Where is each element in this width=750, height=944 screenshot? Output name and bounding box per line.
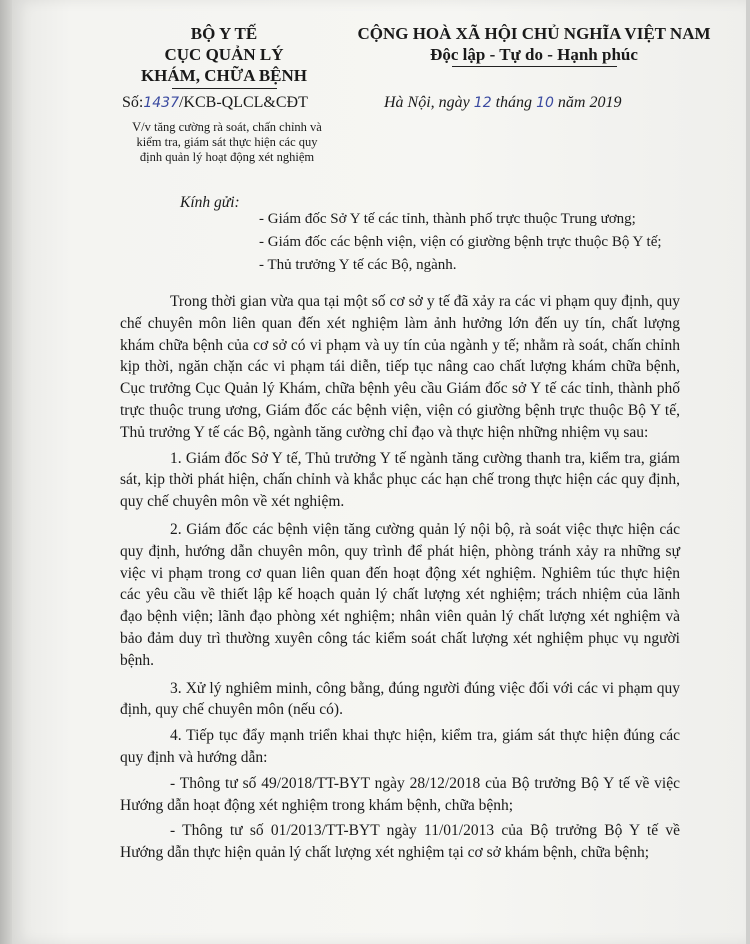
- document-number: [122, 94, 308, 112]
- intro-paragraph: Trong thời gian vừa qua tại một số cơ sở y tế đã xảy ra các vi phạm quy định, quy chế chuyên môn liên quan đến xét nghiệm làm ảnh hưởng lớn đến uy tín, chất lượng khám chữa bệnh của cơ sở có vi phạm và uy tín của ngành y tế; nhằm rà soát, chấn chỉnh kịp thời, ngăn chặn các vi phạm tái diễn, tiếp tục nâng cao chất lượng khám chữa bệnh, Cục trưởng Cục Quản lý Khám, chữa bệnh yêu cầu Giám đốc sở Y tế các tỉnh, thành phố trực thuộc trung ương, Giám đốc các bệnh viện, viện có giường bệnh trực thuộc Bộ Y tế, Thủ trưởng Y tế các Bộ, ngành tăng cường chỉ đạo và thực hiện những nhiệm vụ sau:: [120, 293, 680, 441]
- document-page: [12, 0, 746, 944]
- doc-number-handwritten: 1437: [143, 95, 179, 111]
- issuer-department-cont: KHÁM, CHỮA BỆNH: [140, 66, 308, 85]
- recipients-label: Kính gửi:: [180, 194, 240, 211]
- issuer-ministry: BỘ Y TẾ: [190, 24, 258, 43]
- subject-line3: định quản lý hoạt động xét nghiệm: [139, 150, 315, 164]
- doc-number-suffix: /KCB-QLCL&CĐT: [178, 94, 308, 111]
- sub-item-1: - Thông tư số 49/2018/TT-BYT ngày 28/12/2018 của Bộ trưởng Bộ Y tế về việc Hướng dẫn hoạt động xét nghiệm trong khám bệnh, chữa bệnh;: [120, 774, 680, 814]
- sub-item-2: - Thông tư số 01/2013/TT-BYT ngày 11/01/2013 của Bộ trưởng Bộ Y tế về Hướng dẫn thực hiện quản lý chất lượng xét nghiệm tại cơ sở khám bệnh, chữa bệnh;: [120, 822, 680, 862]
- issuer-department: CỤC QUẢN LÝ: [164, 45, 284, 64]
- national-motto: Độc lập - Tự do - Hạnh phúc: [430, 45, 638, 64]
- subject-line2: kiểm tra, giám sát thực hiện các quy: [136, 135, 318, 149]
- subject-block: [107, 120, 347, 165]
- item-3: 3. Xử lý nghiêm minh, công bằng, đúng người đúng việc đối với các vi phạm quy định, quy chế chuyên môn (nếu có).: [120, 679, 680, 719]
- national-heading: [340, 23, 728, 65]
- recipient-item: - Giám đốc Sở Y tế các tỉnh, thành phố trực thuộc Trung ương;: [259, 211, 636, 227]
- motto-underline: [452, 66, 617, 67]
- date-part3: năm 2019: [557, 94, 622, 111]
- document-body: [120, 291, 680, 864]
- item-4: 4. Tiếp tục đẩy mạnh triển khai thực hiện, kiểm tra, giám sát thực hiện đúng các quy định và hướng dẫn:: [120, 727, 680, 766]
- recipients-list: [259, 208, 662, 277]
- subject-line1: V/v tăng cường rà soát, chấn chỉnh và: [132, 120, 322, 134]
- issue-date: [384, 94, 621, 112]
- recipient-item: - Thủ trưởng Y tế các Bộ, ngành.: [259, 257, 457, 273]
- item-1: 1. Giám đốc Sở Y tế, Thủ trưởng Y tế ngành tăng cường thanh tra, kiểm tra, giám sát, kịp thời phát hiện, chấn chỉnh và khắc phục các hạn chế trong thực hiện các quy định, quy chế chuyên môn về xét nghiệm.: [120, 449, 680, 511]
- date-day: 12: [473, 95, 492, 111]
- national-title: CỘNG HOÀ XÃ HỘI CHỦ NGHĨA VIỆT NAM: [357, 24, 711, 43]
- recipient-item: - Giám đốc các bệnh viện, viện có giường bệnh trực thuộc Bộ Y tế;: [259, 234, 662, 250]
- item-2: 2. Giám đốc các bệnh viện tăng cường quản lý nội bộ, rà soát việc thực hiện các quy định, hướng dẫn chuyên môn, quy trình để phát hiện, phòng tránh xảy ra những sự việc vi phạm trong cơ quan liên quan đến hoạt động xét nghiệm. Nghiêm túc thực hiện các yêu cầu về thiết lập kế hoạch quản lý chất lượng xét nghiệm; trách nhiệm của lãnh đạo bệnh viện; lãnh đạo phòng xét nghiệm; nhân viên quản lý chất lượng xét nghiệm và bảo đảm duy trì thường xuyên công tác kiểm soát chất lượng xét nghiệm phục vụ người bệnh.: [120, 520, 680, 669]
- issuer-block: [124, 23, 324, 86]
- date-part1: Hà Nội, ngày: [384, 94, 470, 111]
- date-part2: tháng: [495, 94, 533, 111]
- doc-number-prefix: Số:: [122, 94, 144, 111]
- date-month: 10: [536, 95, 554, 111]
- issuer-underline: [172, 88, 277, 89]
